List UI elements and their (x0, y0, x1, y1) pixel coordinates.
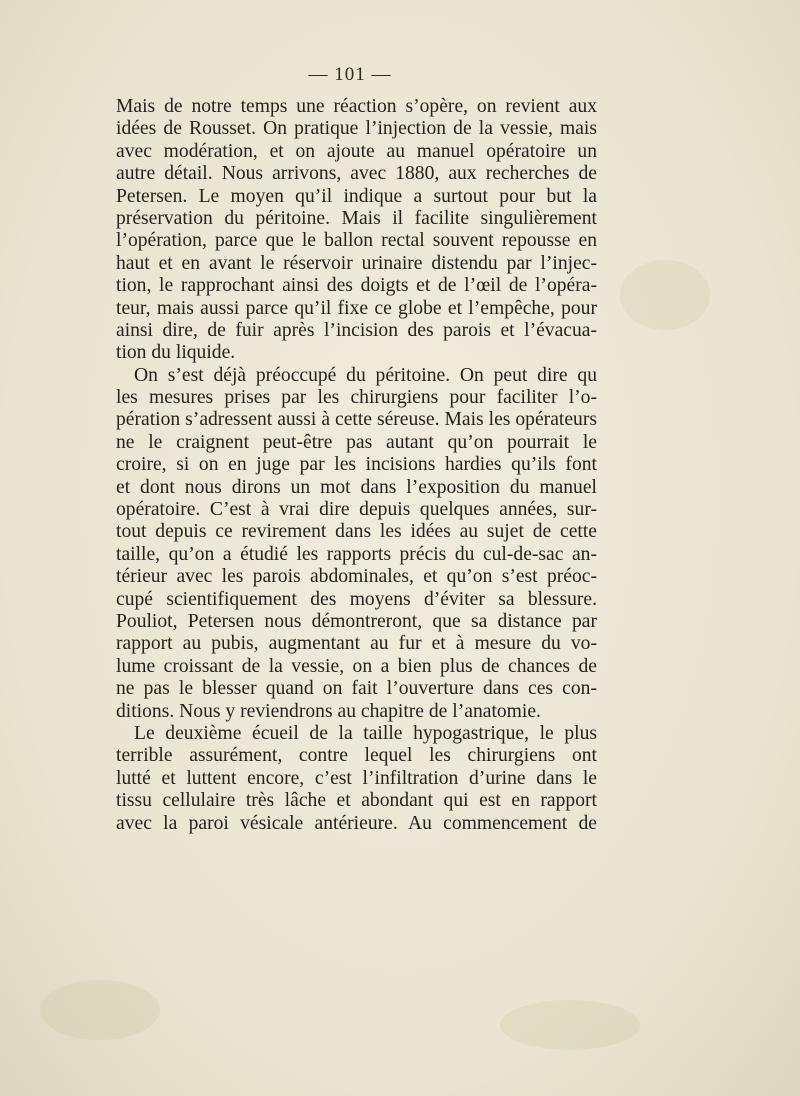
text-line: tissu cellulaire très lâche et abondant qui est en rapport (116, 790, 597, 812)
page-number: — 101 — (308, 64, 392, 85)
paper-stain (40, 980, 160, 1040)
text-line: les mesures prises par les chirurgiens pour faciliter l’o- (116, 387, 597, 409)
text-line: Pouliot, Petersen nous démontreront, que sa distance par (116, 610, 597, 632)
text-line: tion du liquide. (116, 342, 236, 364)
body-text (116, 96, 597, 835)
text-line: terrible assurément, contre lequel les chirurgiens ont (116, 745, 597, 767)
text-line: On s’est déjà préoccupé du péritoine. On peut dire qu (134, 364, 597, 386)
paper-stain (620, 260, 710, 330)
paper-stain (500, 1000, 640, 1050)
text-line: térieur avec les parois abdominales, et qu’on s’est préoc- (116, 566, 597, 588)
text-line: Petersen. Le moyen qu’il indique a surtout pour but la (116, 185, 597, 207)
text-line: rapport au pubis, augmentant au fur et à mesure du vo- (116, 633, 597, 655)
text-line: ditions. Nous y reviendrons au chapitre de l’anatomie. (116, 700, 541, 722)
text-line: préservation du péritoine. Mais il facilite singulièrement (116, 207, 597, 229)
text-line: Le deuxième écueil de la taille hypogastrique, le plus (134, 722, 597, 744)
text-line: autre détail. Nous arrivons, avec 1880, aux recherches de (116, 163, 597, 185)
text-line: tout depuis ce revirement dans les idées au sujet de cette (116, 521, 597, 543)
text-line: avec modération, et on ajoute au manuel opératoire un (116, 140, 597, 162)
text-line: cupé scientifiquement des moyens d’éviter sa blessure. (116, 588, 597, 610)
text-line: tion, le rapprochant ainsi des doigts et de l’œil de l’opéra- (116, 275, 597, 297)
text-line: et dont nous dirons un mot dans l’exposition du manuel (116, 476, 597, 498)
text-line: avec la paroi vésicale antérieure. Au commencement de (116, 812, 597, 834)
text-line: croire, si on en juge par les incisions hardies qu’ils font (116, 454, 597, 476)
text-line: teur, mais aussi parce qu’il fixe ce globe et l’empêche, pour (116, 297, 597, 319)
text-line: ne le craignent peut-être pas autant qu’on pourrait le (116, 431, 597, 453)
text-line: lume croissant de la vessie, on a bien plus de chances de (116, 655, 597, 677)
text-line: opératoire. C’est à vrai dire depuis quelques années, sur- (116, 499, 597, 521)
text-line: idées de Rousset. On pratique l’injection de la vessie, mais (116, 118, 597, 140)
text-line: pération s’adressent aussi à cette séreuse. Mais les opérateurs (116, 409, 597, 431)
text-line: Mais de notre temps une réaction s’opère, on revient aux (116, 96, 597, 117)
text-line: ainsi dire, de fuir après l’incision des parois et l’évacua- (116, 319, 597, 341)
text-line: haut et en avant le réservoir urinaire distendu par l’injec- (116, 252, 597, 274)
text-line: taille, qu’on a étudié les rapports précis du cul-de-sac an- (116, 543, 597, 565)
text-line: ne pas le blesser quand on fait l’ouverture dans ces con- (116, 678, 597, 700)
text-line: l’opération, parce que le ballon rectal souvent repousse en (116, 230, 597, 252)
text-line: lutté et luttent encore, c’est l’infiltration d’urine dans le (116, 767, 597, 789)
